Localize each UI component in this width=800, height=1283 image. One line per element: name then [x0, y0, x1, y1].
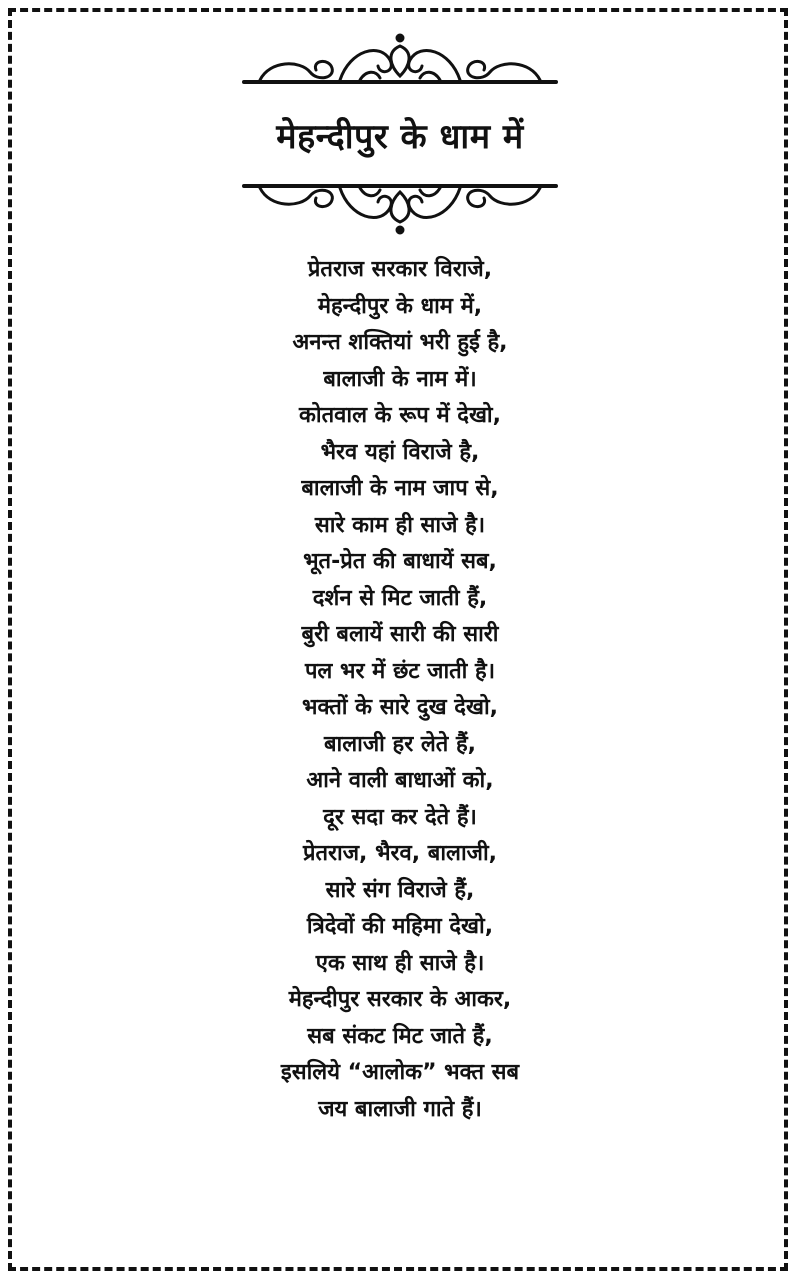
poem-line: बुरी बलायें सारी की सारी: [301, 622, 499, 647]
poem-line: सब संकट मिट जाते हैं,: [307, 1023, 493, 1049]
bottom-scroll-ornament-icon: [240, 178, 560, 238]
poem-line: प्रेतराज, भैरव, बालाजी,: [302, 841, 498, 866]
poem-line: सारे काम ही साजे है।: [314, 512, 486, 538]
poem-body: [0, 252, 800, 1128]
poem-line: बालाजी हर लेते हैं,: [323, 731, 477, 757]
poem-line: आने वाली बाधाओं को,: [306, 768, 494, 793]
poem-line: त्रिदेवों की महिमा देखो,: [306, 914, 494, 939]
poem-line: दर्शन से मिट जाती हैं,: [312, 585, 488, 611]
poem-line: भूत-प्रेत की बाधायें सब,: [303, 549, 497, 574]
poem-title: मेहन्दीपुर के धाम में: [276, 117, 524, 157]
poem-line: भक्तों के सारे दुख देखो,: [301, 695, 498, 720]
poem-line: एक साथ ही साजे है।: [315, 950, 485, 976]
poem-line: जय बालाजी गाते हैं।: [318, 1096, 482, 1122]
poem-line: कोतवाल के रूप में देखो,: [299, 403, 501, 428]
poem-line: बालाजी के नाम जाप से,: [301, 476, 499, 501]
poem-line: इसलिये “आलोक” भक्त सब: [280, 1060, 520, 1085]
top-scroll-ornament-icon: [240, 30, 560, 90]
poem-line: दूर सदा कर देते हैं।: [323, 804, 477, 830]
poem-line: मेहन्दीपुर सरकार के आकर,: [288, 987, 512, 1012]
poem-line: भैरव यहां विराजे है,: [320, 439, 480, 465]
poem-line: अनन्त शक्तियां भरी हुई है,: [292, 330, 508, 355]
poem-line: प्रेतराज सरकार विराजे,: [307, 257, 493, 282]
poem-line: मेहन्दीपुर के धाम में,: [317, 293, 483, 319]
poem-line: सारे संग विराजे हैं,: [325, 877, 475, 903]
poem-line: पल भर में छंट जाती है।: [304, 658, 496, 684]
poem-line: बालाजी के नाम में।: [323, 366, 477, 392]
